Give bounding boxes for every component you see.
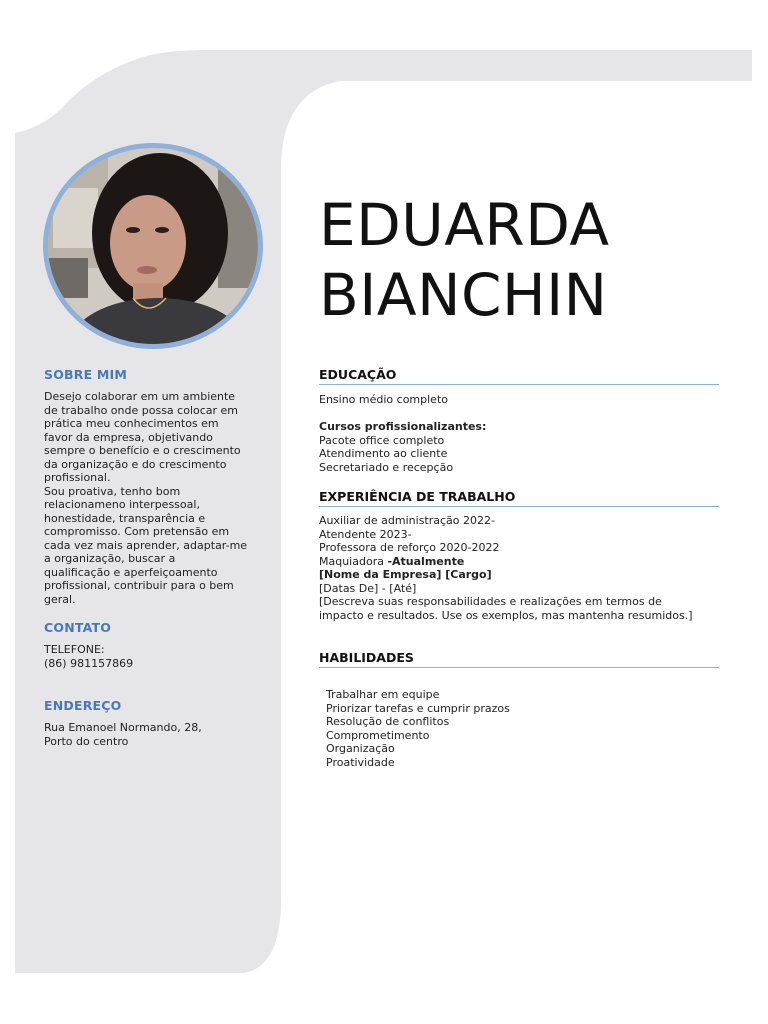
- experience-heading: EXPERIÊNCIA DE TRABALHO: [319, 489, 719, 507]
- school: Ensino médio completo: [319, 393, 448, 406]
- about-line: prática meu conhecimentos em: [44, 417, 219, 430]
- courses-label: Cursos profissionalizantes:: [319, 420, 487, 433]
- contact-text: [44, 643, 269, 670]
- skills-heading: HABILIDADES: [319, 650, 719, 668]
- about-text: [44, 390, 269, 606]
- address-heading: ENDEREÇO: [44, 698, 122, 713]
- about-line: favor da empresa, objetivando: [44, 430, 213, 444]
- about-line: da organização e do crescimento: [44, 457, 227, 471]
- skill-item: Organização: [326, 742, 395, 755]
- about-line: a organização, buscar a: [44, 552, 176, 565]
- experience-item: Auxiliar de administração 2022-: [319, 514, 495, 527]
- about-line: cada vez mais aprender, adaptar-me: [44, 538, 248, 552]
- about-line: sempre o benefício e o crescimento: [44, 444, 241, 457]
- dates: [Datas De] - [Até]: [319, 581, 417, 595]
- address-line: Rua Emanoel Normando, 28,: [44, 721, 202, 734]
- skill-item: Resolução de conflitos: [326, 715, 450, 728]
- top-band: [300, 50, 752, 81]
- contact-heading: CONTATO: [44, 620, 112, 635]
- course-item: Pacote office completo: [319, 433, 445, 447]
- about-line: relacionameno interpessoal,: [44, 498, 200, 511]
- description-line: [Descreva suas responsabilidades e realizações em termos de: [319, 595, 662, 608]
- current-role-line: [319, 555, 739, 569]
- skill-item: Proatividade: [326, 755, 395, 769]
- phone-label: TELEFONE:: [44, 643, 105, 656]
- address-text: [44, 721, 269, 748]
- education-text: [319, 393, 739, 474]
- about-line: de trabalho onde possa colocar em: [44, 403, 239, 417]
- description-line: impacto e resultados. Use os exemplos, mas mantenha resumidos.]: [319, 608, 693, 622]
- last-name: BIANCHIN: [319, 261, 608, 329]
- first-name: EDUARDA: [319, 191, 610, 259]
- profile-photo: [48, 148, 258, 344]
- skill-item: Trabalhar em equipe: [326, 688, 440, 701]
- experience-item: Professora de reforço 2020-2022: [319, 541, 500, 554]
- skill-item: Priorizar tarefas e cumprir prazos: [326, 701, 510, 715]
- education-heading: EDUCAÇÃO: [319, 367, 719, 385]
- about-line: Sou proativa, tenho bom: [44, 484, 181, 498]
- current-label: -Atualmente: [387, 554, 465, 568]
- experience-text: [319, 514, 739, 622]
- current-role: Maquiadora: [319, 554, 388, 568]
- skills-list: [326, 688, 746, 769]
- about-heading: SOBRE MIM: [44, 367, 128, 382]
- phone-number: (86) 981157869: [44, 656, 134, 670]
- address-line: Porto do centro: [44, 734, 129, 748]
- about-line: honestidade, transparência e: [44, 511, 206, 525]
- about-line: qualificação e aperfeiçoamento: [44, 565, 218, 579]
- about-line: Desejo colaborar em um ambiente: [44, 390, 236, 403]
- about-line: compromisso. Com pretensão em: [44, 525, 230, 538]
- candidate-name: [319, 190, 610, 330]
- course-item: Secretariado e recepção: [319, 460, 454, 474]
- spacer: [319, 407, 739, 421]
- company-role: [Nome da Empresa] [Cargo]: [319, 568, 492, 581]
- about-line: profissional, contribuir para o bem: [44, 579, 234, 592]
- experience-item: Atendente 2023-: [319, 527, 412, 541]
- about-line: profissional.: [44, 471, 111, 484]
- skill-item: Comprometimento: [326, 728, 430, 742]
- about-line: geral.: [44, 592, 76, 606]
- course-item: Atendimento ao cliente: [319, 447, 448, 460]
